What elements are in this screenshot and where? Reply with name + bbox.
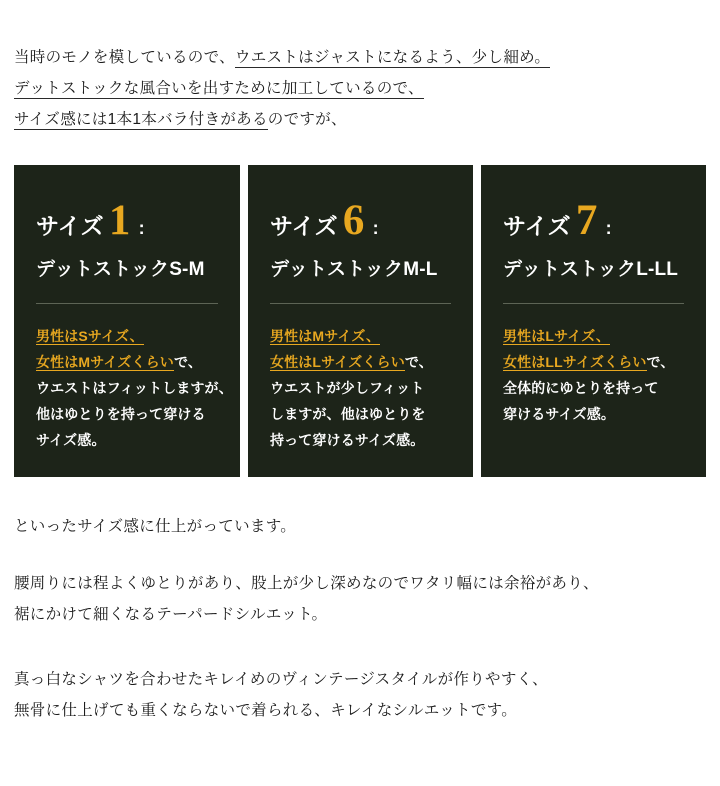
intro-line	[14, 42, 706, 73]
size-card-body-line	[503, 402, 684, 428]
size-card-body-line	[36, 402, 218, 428]
size-card-body-line	[270, 428, 451, 454]
size-card-heading	[36, 199, 218, 242]
size-card-body	[270, 324, 451, 453]
size-card-body-line	[270, 350, 451, 376]
size-card-body-line	[36, 428, 218, 454]
size-card-label: サイズ	[270, 213, 338, 239]
size-card-colon: :	[372, 218, 379, 238]
size-card	[248, 165, 473, 477]
size-card-text: 他はゆとりを持って穿ける	[36, 405, 206, 422]
size-card-text: で、	[404, 353, 433, 370]
size-card-number: 6	[342, 197, 365, 244]
size-card-text: しますが、他はゆとりを	[270, 405, 426, 422]
intro-underlined-text: デットストックな風合いを出すために加工しているので、	[14, 80, 424, 97]
size-card-colon: :	[605, 218, 612, 238]
size-card-subtitle: デットストックS-M	[36, 259, 205, 280]
size-card-highlight-text: 男性はSサイズ、	[36, 328, 144, 344]
size-card-highlight-text: 男性はLサイズ、	[503, 328, 610, 344]
size-card-subtitle: デットストックL-LL	[503, 259, 679, 280]
intro-text: のですが、	[267, 111, 347, 128]
intro-paragraph	[14, 42, 706, 135]
closing-line: 無骨に仕上げても重くならないで着られる、キレイなシルエットです。	[14, 702, 518, 720]
size-card-heading	[270, 199, 451, 242]
closing-paragraphs	[14, 511, 706, 726]
size-card-body	[503, 324, 684, 428]
size-card-text: サイズ感。	[36, 431, 106, 448]
size-card	[14, 165, 240, 477]
size-card-body-line	[270, 376, 451, 402]
size-card-body-line	[36, 376, 233, 402]
size-card-label: サイズ	[36, 213, 104, 239]
closing-paragraph	[14, 511, 706, 542]
size-card-highlight-text: 女性はMサイズくらい	[36, 353, 174, 370]
closing-line: 腰周りには程よくゆとりがあり、股上が少し深めなのでワタリ幅には余裕があり、	[14, 575, 599, 593]
closing-paragraph	[14, 664, 706, 726]
size-card-divider	[36, 303, 218, 304]
size-card-divider	[270, 303, 451, 304]
size-card-number: 7	[575, 197, 598, 244]
size-card-body-line	[270, 324, 451, 350]
intro-line	[14, 104, 706, 135]
size-card-colon: :	[138, 218, 145, 238]
size-card-label: サイズ	[503, 213, 571, 239]
size-cards-container	[14, 165, 706, 477]
size-card-body	[36, 324, 233, 453]
size-card-divider	[503, 303, 684, 304]
intro-line	[14, 73, 706, 104]
size-card-body-line	[270, 402, 451, 428]
size-card-highlight-text: 女性はLサイズくらい	[270, 353, 405, 370]
size-card-number: 1	[108, 197, 131, 244]
size-card-text: 全体的にゆとりを持って	[503, 379, 659, 396]
closing-line: 真っ白なシャツを合わせたキレイめのヴィンテージスタイルが作りやすく、	[14, 671, 548, 689]
size-card-body-line	[503, 324, 684, 350]
intro-text: 当時のモノを模しているので、	[14, 49, 235, 66]
product-size-guide-page	[0, 42, 720, 786]
size-card	[481, 165, 706, 477]
size-card-text: 持って穿けるサイズ感。	[270, 431, 425, 448]
closing-line: 裾にかけて細くなるテーパードシルエット。	[14, 606, 328, 624]
size-card-body-line	[503, 376, 684, 402]
size-card-text: で、	[173, 353, 202, 370]
closing-line: といったサイズ感に仕上がっています。	[14, 518, 297, 536]
size-card-heading	[503, 199, 684, 242]
size-card-body-line	[36, 350, 218, 376]
size-card-highlight-text: 女性はLLサイズくらい	[503, 353, 647, 370]
size-card-text: 穿けるサイズ感。	[503, 405, 615, 422]
size-card-text: で、	[646, 353, 675, 370]
intro-underlined-text: サイズ感には1本1本バラ付きがある	[14, 111, 268, 128]
size-card-text: ウエストが少しフィット	[270, 379, 425, 396]
size-card-body-line	[36, 324, 218, 350]
size-card-subtitle: デットストックM-L	[270, 259, 438, 280]
intro-underlined-text: ウエストはジャストになるよう、少し細め。	[234, 49, 551, 66]
size-card-body-line	[503, 350, 684, 376]
size-card-text: ウエストはフィットしますが、	[36, 379, 233, 396]
size-card-highlight-text: 男性はMサイズ、	[270, 328, 381, 344]
closing-paragraph	[14, 568, 706, 630]
